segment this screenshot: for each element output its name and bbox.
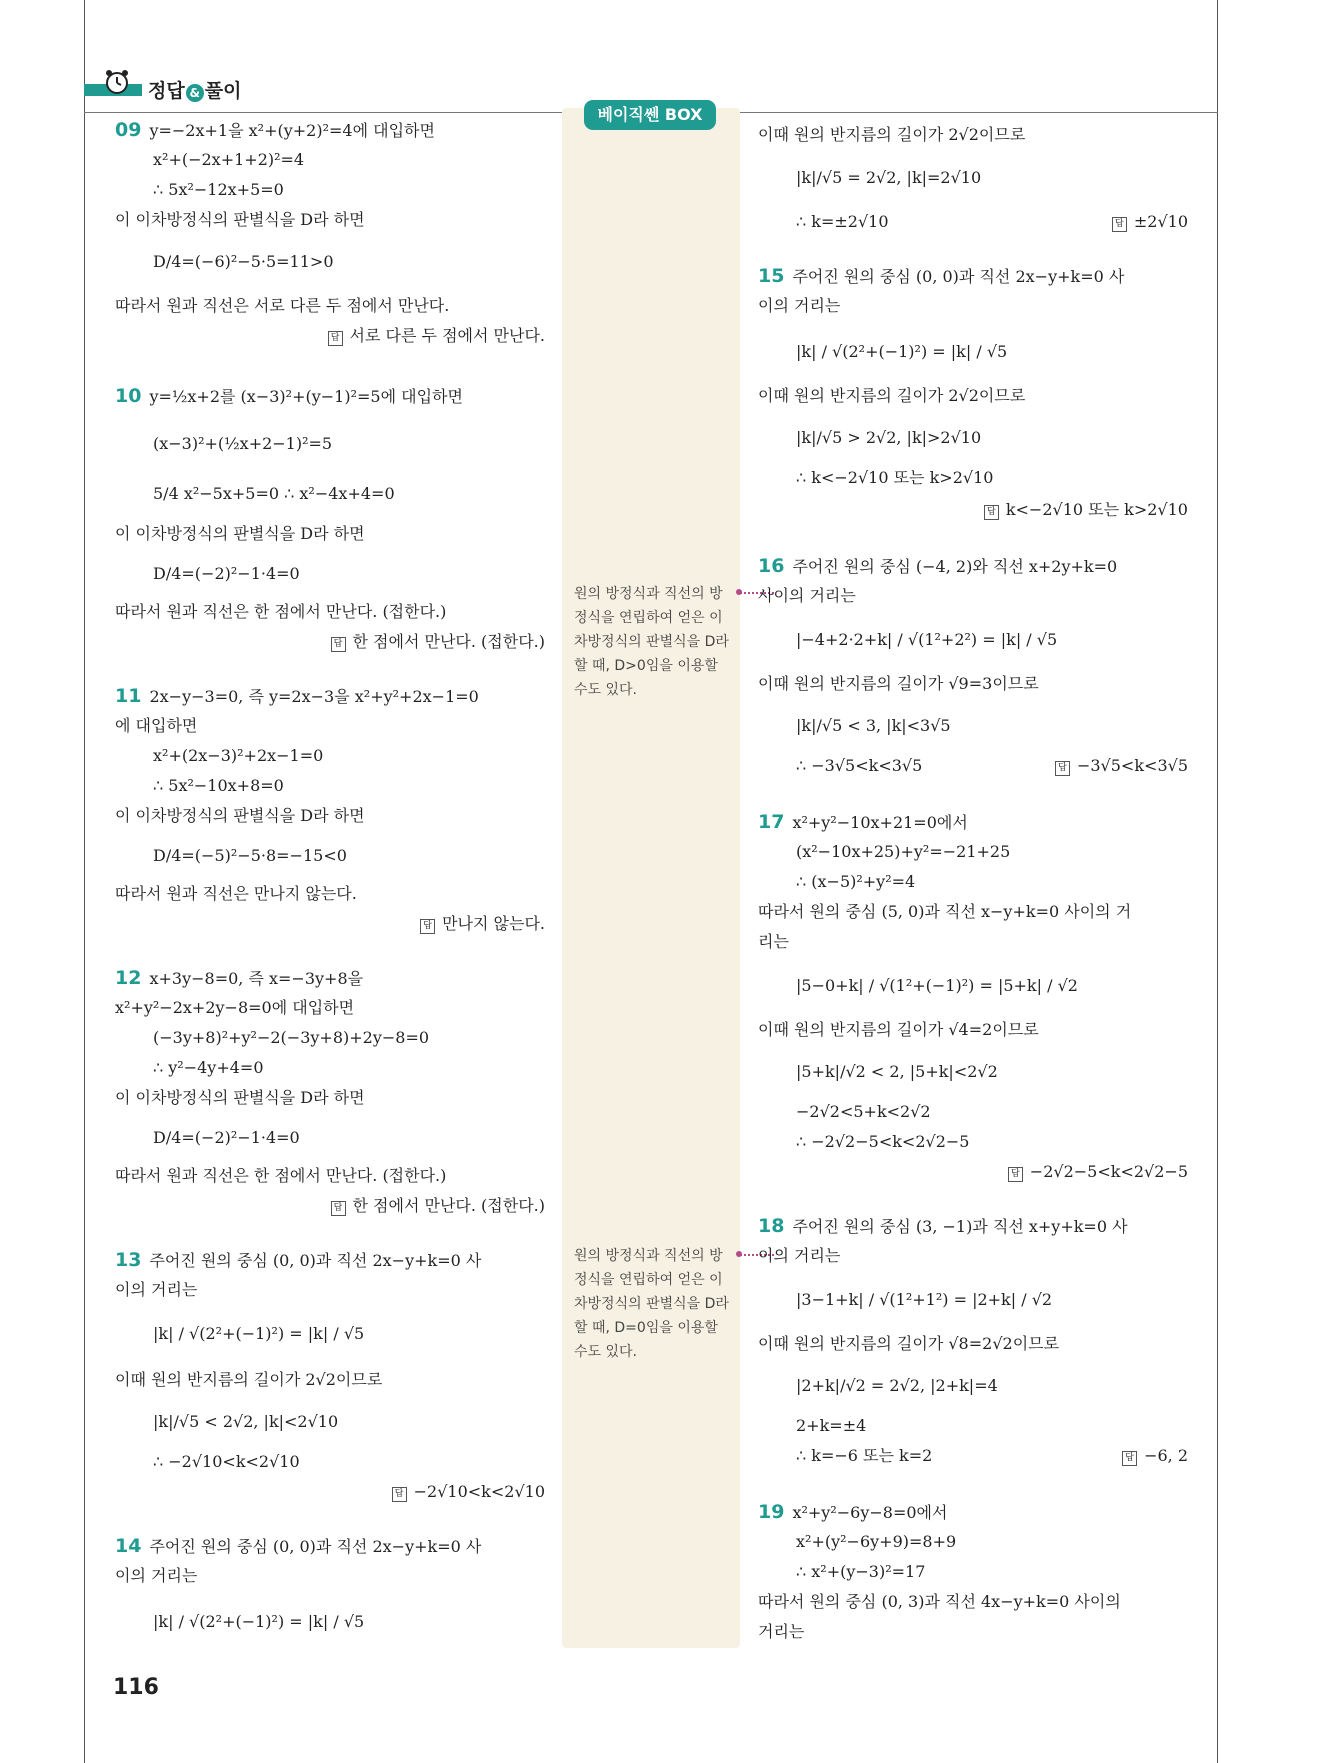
answer-text: 한 점에서 만난다. (접한다.) — [352, 632, 545, 651]
solution-line — [796, 714, 951, 738]
problem-number: 12 — [115, 967, 142, 989]
line-text: ∴ −2√10<k<2√10 — [153, 1452, 300, 1471]
line-text: D/4=(−2)²−1·4=0 — [153, 564, 300, 583]
line-text: 이 이차방정식의 판별식을 D라 하면 — [115, 524, 365, 543]
line-text: 따라서 원과 직선은 한 점에서 만난다. (접한다.) — [115, 1166, 447, 1185]
solution-line — [153, 1026, 429, 1050]
line-text: 2+k=±4 — [796, 1416, 867, 1435]
answer-text: 한 점에서 만난다. (접한다.) — [352, 1196, 545, 1215]
answer-text: 서로 다른 두 점에서 만난다. — [349, 326, 545, 345]
line-text: |k| / √(2²+(−1)²) = |k| / √5 — [153, 1612, 365, 1631]
line-text: (x²−10x+25)+y²=−21+25 — [796, 842, 1011, 861]
line-text: |k| / √(2²+(−1)²) = |k| / √5 — [796, 342, 1008, 361]
solution-line — [796, 210, 889, 234]
line-text: −2√2<5+k<2√2 — [796, 1102, 931, 1121]
line-text: x²+(y²−6y+9)=8+9 — [796, 1532, 957, 1551]
line-text: 따라서 원의 중심 (5, 0)과 직선 x−y+k=0 사이의 거 — [758, 902, 1132, 921]
line-text: D/4=(−6)²−5·5=11>0 — [153, 252, 334, 271]
problem-start-line — [758, 1500, 947, 1525]
problem-number: 19 — [758, 1501, 785, 1523]
solution-line — [153, 744, 323, 768]
line-text: 이 이차방정식의 판별식을 D라 하면 — [115, 210, 365, 229]
solution-line — [153, 482, 395, 506]
answer-mark-icon: 답 — [984, 505, 999, 520]
basic-box-label: 베이직쎈 BOX — [584, 100, 716, 130]
line-text: |5−0+k| / √(1²+(−1)²) = |5+k| / √2 — [796, 976, 1078, 995]
line-text: ∴ k=−6 또는 k=2 — [796, 1446, 933, 1465]
solution-line — [115, 522, 365, 546]
line-text: (x−3)²+(½x+2−1)²=5 — [153, 434, 333, 453]
solution-line — [796, 628, 1057, 652]
line-text: 이때 원의 반지름의 길이가 √9=3이므로 — [758, 674, 1039, 693]
problem-start-line — [758, 554, 1117, 579]
line-text: |k|/√5 > 2√2, |k|>2√10 — [796, 428, 982, 447]
line-text: 주어진 원의 중심 (0, 0)과 직선 2x−y+k=0 사 — [792, 267, 1125, 286]
line-text: ∴ 5x²−12x+5=0 — [153, 180, 284, 199]
solution-line — [153, 1126, 300, 1150]
answer-line — [331, 630, 545, 654]
line-text: |k|/√5 = 2√2, |k|=2√10 — [796, 168, 982, 187]
solution-line — [796, 166, 981, 190]
line-text: 이때 원의 반지름의 길이가 2√2이므로 — [758, 125, 1026, 144]
line-text: ∴ 5x²−10x+8=0 — [153, 776, 284, 795]
problem-start-line — [115, 384, 463, 409]
page-frame-left — [84, 0, 85, 1763]
answer-text: ±2√10 — [1133, 212, 1188, 231]
answer-mark-icon: 답 — [331, 1201, 346, 1216]
line-text: 따라서 원의 중심 (0, 3)과 직선 4x−y+k=0 사이의 — [758, 1592, 1121, 1611]
answer-line — [420, 912, 545, 936]
solution-line — [758, 1620, 804, 1644]
line-text: 리는 — [758, 932, 789, 951]
solution-line — [796, 466, 993, 490]
answer-text: 만나지 않는다. — [442, 914, 545, 933]
line-text: 이의 거리는 — [115, 1566, 198, 1585]
solution-line — [796, 1530, 956, 1554]
problem-start-line — [758, 264, 1124, 289]
solution-line — [758, 1244, 840, 1268]
solution-line — [115, 1564, 197, 1588]
line-text: 따라서 원과 직선은 만나지 않는다. — [115, 884, 357, 903]
solution-line — [758, 1018, 1039, 1042]
answer-line — [328, 324, 545, 348]
answer-text: −2√2−5<k<2√2−5 — [1029, 1162, 1188, 1181]
line-text: x²+y²−2x+2y−8=0에 대입하면 — [115, 998, 355, 1017]
line-text: 따라서 원과 직선은 서로 다른 두 점에서 만난다. — [115, 296, 450, 315]
line-text: D/4=(−2)²−1·4=0 — [153, 1128, 300, 1147]
line-text: ∴ −3√5<k<3√5 — [796, 756, 923, 775]
answer-mark-icon: 답 — [1112, 217, 1127, 232]
answer-line — [984, 498, 1188, 522]
line-text: |5+k|/√2 < 2, |5+k|<2√2 — [796, 1062, 998, 1081]
line-text: 사이의 거리는 — [758, 586, 856, 605]
title-part-a: 정답 — [148, 80, 185, 102]
solution-line — [758, 672, 1039, 696]
solution-line — [153, 774, 284, 798]
answer-text: −3√5<k<3√5 — [1076, 756, 1188, 775]
solution-line — [758, 1590, 1121, 1614]
solution-line — [115, 1368, 382, 1392]
line-text: D/4=(−5)²−5·8=−15<0 — [153, 846, 347, 865]
answer-text: −2√10<k<2√10 — [413, 1482, 545, 1501]
line-text: x²+y²−6y−8=0에서 — [792, 1503, 948, 1522]
line-text: 에 대입하면 — [115, 716, 198, 735]
answer-line — [1008, 1160, 1188, 1184]
solution-line — [115, 600, 446, 624]
answer-mark-icon: 답 — [1008, 1167, 1023, 1182]
line-text: 주어진 원의 중심 (3, −1)과 직선 x+y+k=0 사 — [792, 1217, 1128, 1236]
line-text: |k|/√5 < 3, |k|<3√5 — [796, 716, 951, 735]
answer-text: −6, 2 — [1144, 1446, 1188, 1465]
solution-line — [796, 1414, 866, 1438]
problem-start-line — [115, 118, 435, 143]
line-text: |−4+2·2+k| / √(1²+2²) = |k| / √5 — [796, 630, 1058, 649]
solution-line — [796, 426, 981, 450]
line-text: (−3y+8)²+y²−2(−3y+8)+2y−8=0 — [153, 1028, 430, 1047]
solution-line — [115, 1164, 446, 1188]
line-text: 이때 원의 반지름의 길이가 2√2이므로 — [758, 386, 1026, 405]
solution-line — [153, 148, 304, 172]
answer-mark-icon: 답 — [1122, 1451, 1137, 1466]
problem-number: 10 — [115, 385, 142, 407]
line-text: 이때 원의 반지름의 길이가 √4=2이므로 — [758, 1020, 1039, 1039]
answer-line — [331, 1194, 545, 1218]
solution-line — [153, 432, 332, 456]
problem-start-line — [115, 1534, 481, 1559]
solution-line — [115, 294, 449, 318]
solution-line — [115, 714, 197, 738]
line-text: |k| / √(2²+(−1)²) = |k| / √5 — [153, 1324, 365, 1343]
solution-line — [115, 208, 365, 232]
line-text: 이의 거리는 — [115, 1280, 198, 1299]
solution-line — [115, 1278, 197, 1302]
line-text: 주어진 원의 중심 (−4, 2)와 직선 x+2y+k=0 — [792, 557, 1118, 576]
line-text: ∴ y²−4y+4=0 — [153, 1058, 264, 1077]
solution-line — [115, 804, 365, 828]
line-text: ∴ k=±2√10 — [796, 212, 889, 231]
solution-line — [758, 1332, 1059, 1356]
line-text: ∴ k<−2√10 또는 k>2√10 — [796, 468, 994, 487]
line-text: x²+(−2x+1+2)²=4 — [153, 150, 305, 169]
line-text: 이의 거리는 — [758, 296, 841, 315]
solution-line — [796, 754, 922, 778]
solution-line — [153, 1410, 338, 1434]
solution-line — [153, 1322, 364, 1346]
solution-line — [796, 1288, 1052, 1312]
problem-start-line — [758, 1214, 1128, 1239]
line-text: |k|/√5 < 2√2, |k|<2√10 — [153, 1412, 339, 1431]
answer-line — [1112, 210, 1188, 234]
solution-line — [796, 1060, 998, 1084]
basic-box-sidebar — [562, 108, 740, 1648]
line-text: ∴ x²+(y−3)²=17 — [796, 1562, 926, 1581]
solution-line — [758, 930, 789, 954]
problem-number: 11 — [115, 685, 142, 707]
line-text: 이때 원의 반지름의 길이가 √8=2√2이므로 — [758, 1334, 1060, 1353]
solution-line — [796, 1100, 931, 1124]
answer-line — [1055, 754, 1188, 778]
solution-line — [758, 584, 856, 608]
answer-mark-icon: 답 — [392, 1487, 407, 1502]
line-text: x²+y²−10x+21=0에서 — [792, 813, 968, 832]
solution-line — [153, 844, 347, 868]
answer-line — [392, 1480, 545, 1504]
solution-line — [758, 294, 840, 318]
problem-number: 17 — [758, 811, 785, 833]
problem-number: 09 — [115, 119, 142, 141]
line-text: 5/4 x²−5x+5=0 ∴ x²−4x+4=0 — [153, 484, 395, 503]
line-text: y=½x+2를 (x−3)²+(y−1)²=5에 대입하면 — [149, 387, 463, 406]
title-part-b: 풀이 — [204, 80, 242, 102]
line-text: 주어진 원의 중심 (0, 0)과 직선 2x−y+k=0 사 — [149, 1251, 482, 1270]
line-text: 이때 원의 반지름의 길이가 2√2이므로 — [115, 1370, 383, 1389]
line-text: x+3y−8=0, 즉 x=−3y+8을 — [149, 969, 364, 988]
solution-line — [758, 900, 1131, 924]
line-text: |2+k|/√2 = 2√2, |2+k|=4 — [796, 1376, 998, 1395]
line-text: ∴ (x−5)²+y²=4 — [796, 872, 916, 891]
line-text: 이의 거리는 — [758, 1246, 841, 1265]
answer-mark-icon: 답 — [1055, 761, 1070, 776]
problem-number: 14 — [115, 1535, 142, 1557]
answer-mark-icon: 답 — [328, 331, 343, 346]
solution-line — [153, 1056, 264, 1080]
alarm-clock-icon — [103, 68, 131, 96]
solution-line — [796, 1130, 969, 1154]
problem-number: 13 — [115, 1249, 142, 1271]
page-frame-right — [1217, 0, 1218, 1763]
solution-line — [153, 250, 334, 274]
line-text: 따라서 원과 직선은 한 점에서 만난다. (접한다.) — [115, 602, 447, 621]
ampersand-badge: & — [186, 84, 204, 102]
line-text: x²+(2x−3)²+2x−1=0 — [153, 746, 324, 765]
line-text: 주어진 원의 중심 (0, 0)과 직선 2x−y+k=0 사 — [149, 1537, 482, 1556]
solution-line — [153, 1610, 364, 1634]
solution-line — [115, 996, 354, 1020]
problem-number: 16 — [758, 555, 785, 577]
solution-line — [796, 974, 1078, 998]
solution-line — [796, 870, 915, 894]
problem-start-line — [115, 684, 479, 709]
solution-line — [796, 840, 1010, 864]
line-text: 2x−y−3=0, 즉 y=2x−3을 x²+y²+2x−1=0 — [149, 687, 479, 706]
solution-line — [153, 562, 300, 586]
line-text: ∴ −2√2−5<k<2√2−5 — [796, 1132, 970, 1151]
line-text: y=−2x+1을 x²+(y+2)²=4에 대입하면 — [149, 121, 435, 140]
solution-line — [758, 384, 1025, 408]
line-text: |3−1+k| / √(1²+1²) = |2+k| / √2 — [796, 1290, 1053, 1309]
problem-start-line — [115, 966, 363, 991]
answer-mark-icon: 답 — [420, 919, 435, 934]
solution-line — [796, 340, 1007, 364]
answer-line — [1122, 1444, 1188, 1468]
solution-line — [153, 1450, 300, 1474]
problem-number: 18 — [758, 1215, 785, 1237]
solution-line — [796, 1560, 925, 1584]
problem-start-line — [115, 1248, 481, 1273]
solution-line — [153, 178, 284, 202]
problem-number: 15 — [758, 265, 785, 287]
answer-text: k<−2√10 또는 k>2√10 — [1005, 500, 1188, 519]
side-note: 원의 방정식과 직선의 방정식을 연립하여 얻은 이차방정식의 판별식을 D라 할 때, D>0임을 이용할 수도 있다. — [574, 586, 729, 698]
solution-line — [115, 1086, 365, 1110]
solution-line — [758, 123, 1025, 147]
line-text: 이 이차방정식의 판별식을 D라 하면 — [115, 806, 365, 825]
problem-start-line — [758, 810, 968, 835]
solution-line — [796, 1374, 998, 1398]
line-text: 이 이차방정식의 판별식을 D라 하면 — [115, 1088, 365, 1107]
answer-mark-icon: 답 — [331, 637, 346, 652]
side-note: 원의 방정식과 직선의 방정식을 연립하여 얻은 이차방정식의 판별식을 D라 할 때, D=0임을 이용할 수도 있다. — [574, 1248, 729, 1360]
solution-line — [115, 882, 357, 906]
page-number: 116 — [113, 1675, 159, 1700]
section-title — [148, 76, 241, 103]
solution-line — [796, 1444, 932, 1468]
line-text: 거리는 — [758, 1622, 805, 1641]
